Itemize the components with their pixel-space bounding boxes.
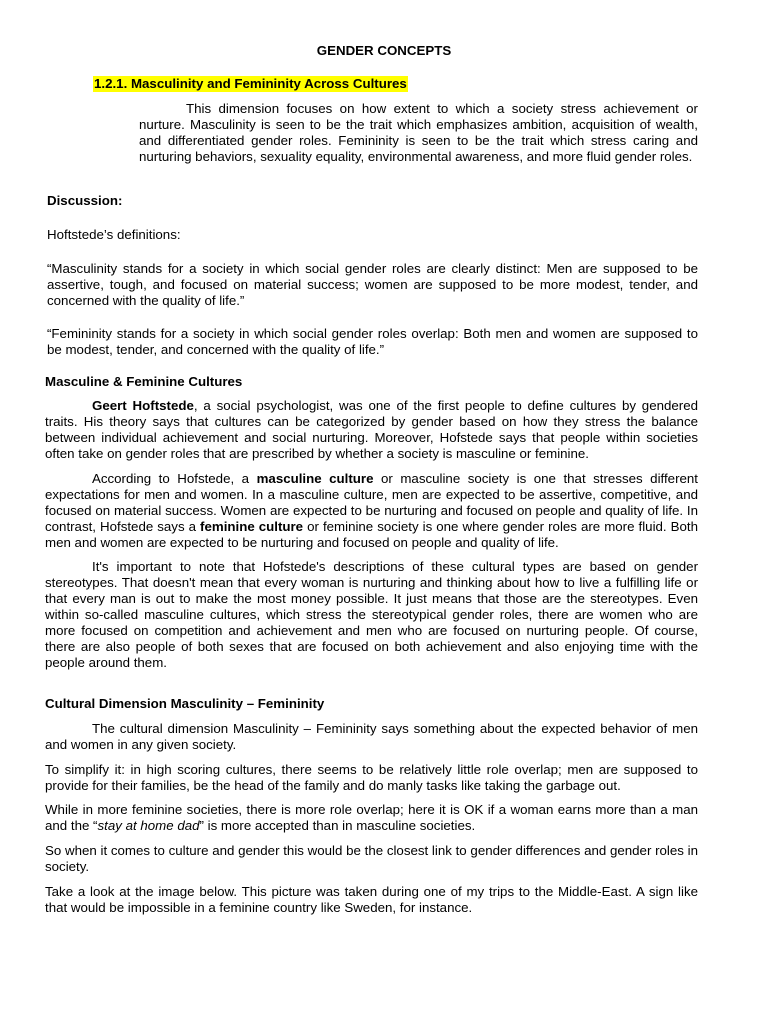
paragraph-text: ” is more accepted than in masculine societies. — [199, 818, 476, 833]
paragraph-high-scoring: To simplify it: in high scoring cultures, there seems to be relatively little role overlap; men are supposed to provide for their families, be the head of the family and do manly tasks like taking the garbage out. — [45, 762, 698, 793]
paragraph-stereotypes: It's important to note that Hofstede's descriptions of these cultural types are based on gender stereotypes. That doesn't mean that every woman is nurturing and thinking about how to live a fulfilling life or that every man is out to make the most money possible. It just means that those are the stereotypes. Even within so-called masculine cultures, which stress the stereotypical gender roles, there are women who are more focused on competition and achievement and men who are focused on nurturing people. Of course, there are also people of both sexes that are focused on both achievement and also enjoying time with the people around them. — [45, 559, 698, 670]
paragraph-text: According to Hofstede, a — [92, 471, 257, 486]
section-heading-highlighted: 1.2.1. Masculinity and Femininity Across Cultures — [94, 76, 407, 91]
discussion-label: Discussion: — [47, 193, 123, 208]
paragraph-image-reference: Take a look at the image below. This picture was taken during one of my trips to the Middle-East. A sign like that would be impossible in a feminine country like Sweden, for instance. — [45, 884, 698, 915]
document-title: GENDER CONCEPTS — [316, 43, 452, 58]
paragraph-text: While in more feminine societies, there is more role overlap; here it is OK if a woman earns more than a man and the “ — [45, 802, 698, 833]
paragraph-text: or masculine society is one that stresses different expectations for men and women. In a masculine culture, men are expected to be assertive, competitive, and focused on material success. Women are expected to be nurturing and focused on people and quality of life. In contrast, Hofstede says a — [45, 471, 698, 534]
intro-paragraph: This dimension focuses on how extent to which a society stress achievement or nurture. Masculinity is seen to be the trait which emphasizes ambition, acquisition of wealth, and differentiated gender roles. Femininity is seen to be the trait which stress caring and nurturing behaviors, sexuality equality, environmental awareness, and more fluid gender roles. — [139, 101, 698, 164]
dimension-heading: Cultural Dimension Masculinity – Femininity — [45, 696, 325, 711]
quote-femininity: “Femininity stands for a society in which social gender roles overlap: Both men and women are supposed to be modest, tender, and concerned with the quality of life.” — [47, 326, 698, 357]
paragraph-hofstede-intro — [45, 398, 698, 462]
bold-term-feminine: feminine culture — [200, 519, 304, 534]
definitions-intro: Hoftstede’s definitions: — [47, 227, 181, 242]
paragraph-closest-link: So when it comes to culture and gender this would be the closest link to gender differences and gender roles in society. — [45, 843, 698, 874]
paragraph-masculine-culture — [45, 471, 698, 551]
cultures-heading: Masculine & Feminine Cultures — [45, 374, 243, 389]
italic-phrase: stay at home dad — [97, 818, 200, 833]
paragraph-feminine-societies — [45, 802, 698, 834]
quote-masculinity: “Masculinity stands for a society in which social gender roles are clearly distinct: Men are supposed to be assertive, tough, and focused on material success; women are supposed to be more modest, tender, and concerned with the quality of life.” — [47, 261, 698, 308]
paragraph-dimension-intro: The cultural dimension Masculinity – Femininity says something about the expected behavior of men and women in any given society. — [45, 721, 698, 752]
paragraph-text: , a social psychologist, was one of the first people to define cultures by gendered traits. His theory says that cultures can be categorized by gender based on how they stress the balance between individual achievement and social nurturing. Moreover, Hofstede says that people within societies often take on gender roles that are prescribed by whether a society is masculine or feminine. — [45, 398, 699, 461]
paragraph-text: or feminine society is one where gender roles are more fluid. Both men and women are expected to be nurturing and focused on people and quality of life. — [45, 519, 698, 550]
bold-name: Geert Hoftstede — [92, 398, 194, 413]
bold-term-masculine: masculine culture — [256, 471, 374, 486]
